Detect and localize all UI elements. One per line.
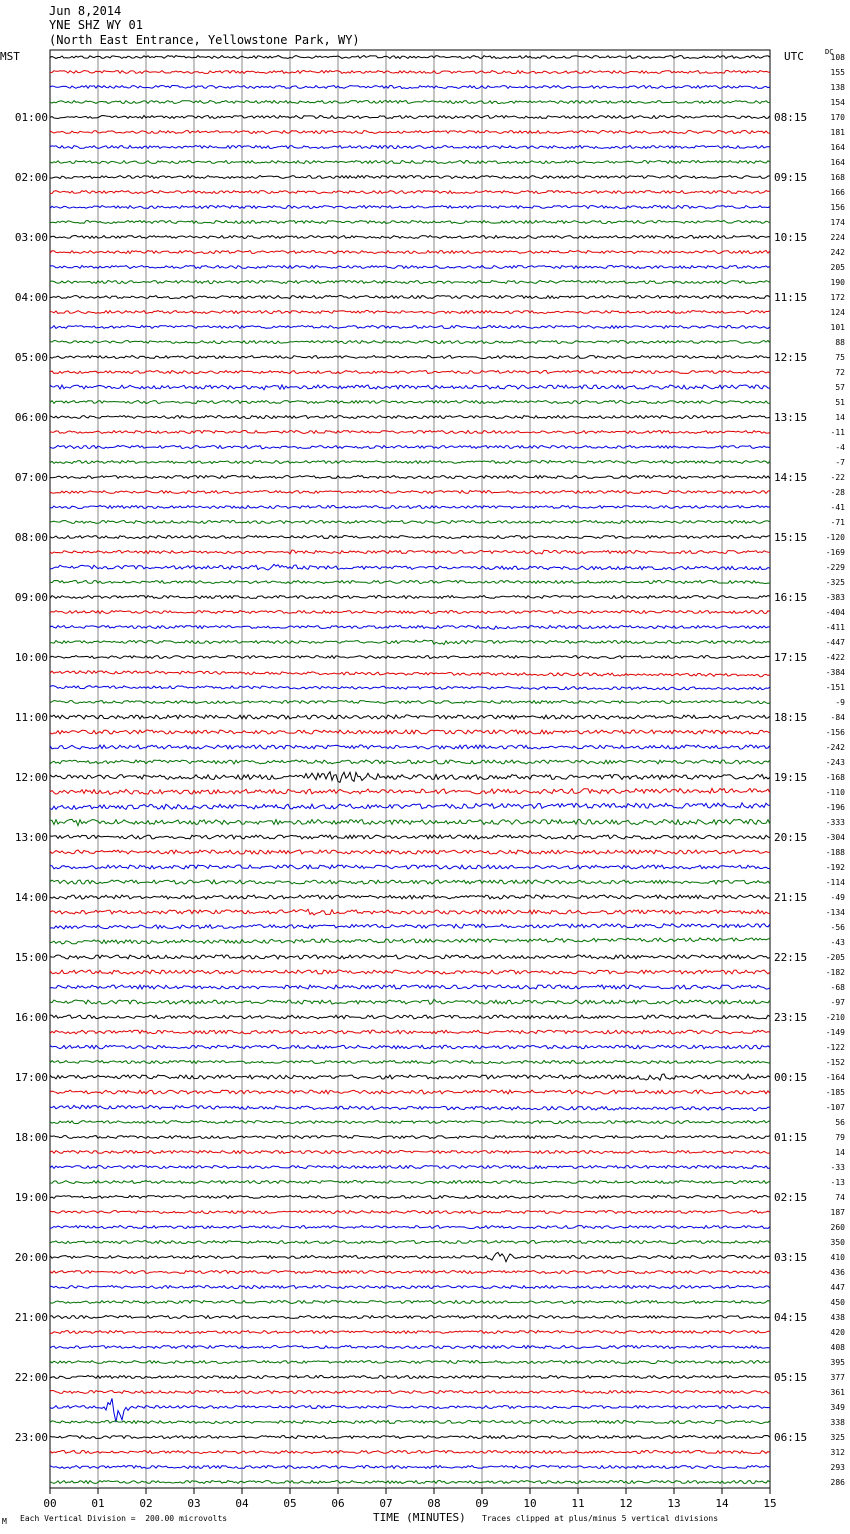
dc-offset-value: -120 [825,533,845,542]
right-hour-label: 10:15 [774,231,808,244]
trace-line [50,803,770,810]
dc-offset-value: 174 [830,218,845,227]
dc-offset-value: -196 [825,803,845,812]
left-hour-label: 09:00 [14,591,48,604]
right-hour-label: 22:15 [774,951,808,964]
trace-line [50,296,770,299]
dc-offset-value: -182 [825,968,845,977]
left-hour-label: 05:00 [14,351,48,364]
dc-offset-value: 224 [830,233,845,242]
trace-line [50,116,770,119]
dc-offset-value: -411 [825,623,845,632]
dc-offset-value: -11 [830,428,845,437]
dc-offset-value: -22 [830,473,845,482]
left-hour-label: 08:00 [14,531,48,544]
dc-offset-value: -404 [825,608,845,617]
trace-line [50,1121,770,1124]
scale-note: Each Vertical Division = 200.00 microvolts [20,1514,228,1523]
dc-offset-label: DC [825,48,834,56]
trace-line [50,1195,770,1198]
x-tick-label: 00 [43,1497,57,1510]
trace-line [50,985,770,989]
trace-line [50,1074,770,1080]
trace-line [50,1271,770,1274]
trace-line [50,131,770,134]
left-hour-label: 01:00 [14,111,48,124]
x-tick-label: 04 [235,1497,249,1510]
trace-line [50,686,770,690]
right-hour-label: 13:15 [774,411,808,424]
trace-line [50,1286,770,1289]
dc-offset-value: -192 [825,863,845,872]
trace-line [50,1226,770,1229]
left-hour-label: 06:00 [14,411,48,424]
trace-line [50,1030,770,1034]
left-hour-label: 11:00 [14,711,48,724]
trace-line [50,1398,770,1422]
left-hour-label: 02:00 [14,171,48,184]
left-hour-label: 16:00 [14,1011,48,1024]
trace-line [50,835,770,839]
trace-line [50,1301,770,1304]
trace-line [50,760,770,764]
dc-offset-value: 74 [835,1193,845,1202]
trace-line [50,671,770,677]
dc-offset-value: -68 [830,983,845,992]
right-hour-label: 21:15 [774,891,808,904]
trace-line [50,611,770,614]
dc-offset-value: 395 [830,1358,845,1367]
right-hour-label: 16:15 [774,591,808,604]
trace-line [50,1376,770,1379]
right-hour-label: 15:15 [774,531,808,544]
dc-offset-value: 101 [830,323,845,332]
trace-line [50,56,770,59]
x-tick-label: 15 [763,1497,777,1510]
dc-offset-value: -33 [830,1163,845,1172]
trace-line [50,1045,770,1049]
trace-line [50,356,770,359]
dc-offset-value: 350 [830,1238,845,1247]
right-hour-label: 20:15 [774,831,808,844]
dc-offset-value: -152 [825,1058,845,1067]
dc-offset-value: 325 [830,1433,845,1442]
dc-offset-value: 450 [830,1298,845,1307]
dc-offset-value: 57 [835,383,845,392]
right-hour-label: 08:15 [774,111,808,124]
dc-offset-value: -325 [825,578,845,587]
x-axis-title: TIME (MINUTES) [373,1511,466,1524]
trace-line [50,461,770,464]
dc-offset-value: 170 [830,113,845,122]
dc-offset-value: -49 [830,893,845,902]
dc-offset-value: 420 [830,1328,845,1337]
right-hour-label: 14:15 [774,471,808,484]
left-hour-label: 19:00 [14,1191,48,1204]
right-hour-label: 01:15 [774,1131,808,1144]
dc-offset-value: 190 [830,278,845,287]
left-hour-label: 15:00 [14,951,48,964]
left-hour-label: 04:00 [14,291,48,304]
trace-line [50,176,770,179]
trace-line [50,326,770,329]
left-hour-label: 12:00 [14,771,48,784]
dc-offset-value: 181 [830,128,845,137]
trace-line [50,71,770,74]
right-hour-label: 02:15 [774,1191,808,1204]
left-hour-label: 22:00 [14,1371,48,1384]
dc-offset-value: 124 [830,308,845,317]
trace-line [50,1466,770,1469]
trace-line [50,251,770,254]
trace-line [50,626,770,630]
dc-offset-value: 205 [830,263,845,272]
trace-line [50,640,770,644]
trace-line [50,999,770,1004]
dc-offset-value: -304 [825,833,845,842]
dc-offset-value: 338 [830,1418,845,1427]
x-tick-label: 02 [139,1497,153,1510]
trace-line [50,191,770,194]
dc-offset-value: -164 [825,1073,845,1082]
dc-offset-value: -4 [835,443,845,452]
trace-line [50,341,770,344]
trace-line [50,1061,770,1064]
dc-offset-value: 56 [835,1118,845,1127]
trace-line [50,596,770,599]
dc-offset-value: -84 [830,713,845,722]
trace-line [50,581,770,584]
left-hour-label: 07:00 [14,471,48,484]
x-tick-label: 01 [91,1497,105,1510]
trace-line [50,101,770,104]
trace-line [50,446,770,449]
trace-line [50,521,770,524]
trace-line [50,895,770,899]
trace-line [50,221,770,224]
dc-offset-value: 286 [830,1478,845,1487]
dc-offset-value: 164 [830,143,845,152]
dc-offset-value: -71 [830,518,845,527]
dc-offset-value: -122 [825,1043,845,1052]
trace-line [50,311,770,314]
trace-line [50,656,770,659]
dc-offset-value: -114 [825,878,845,887]
dc-offset-value: 293 [830,1463,845,1472]
trace-line [50,1136,770,1139]
trace-line [50,1241,770,1244]
trace-line [50,909,770,915]
right-hour-label: 19:15 [774,771,808,784]
trace-line [50,1015,770,1019]
left-timezone-label: MST [0,50,20,63]
dc-offset-value: -169 [825,548,845,557]
trace-line [50,564,770,570]
dc-offset-value: -243 [825,758,845,767]
x-tick-label: 06 [331,1497,345,1510]
clip-note: Traces clipped at plus/minus 5 vertical divisions [482,1514,719,1523]
dc-offset-value: -447 [825,638,845,647]
trace-line [50,701,770,704]
dc-offset-value: 156 [830,203,845,212]
dc-offset-value: 361 [830,1388,845,1397]
trace-line [50,715,770,719]
dc-offset-value: -188 [825,848,845,857]
trace-line [50,745,770,749]
x-tick-label: 05 [283,1497,297,1510]
left-hour-label: 20:00 [14,1251,48,1264]
x-tick-label: 10 [523,1497,537,1510]
right-hour-label: 09:15 [774,171,808,184]
left-hour-label: 18:00 [14,1131,48,1144]
x-tick-label: 12 [619,1497,633,1510]
dc-offset-value: -97 [830,998,845,1007]
trace-line [50,788,770,794]
trace-line [50,1436,770,1439]
dc-offset-value: 349 [830,1403,845,1412]
trace-line [50,865,770,869]
dc-offset-value: -43 [830,938,845,947]
record-date: Jun 8,2014 [49,4,122,18]
trace-line [50,206,770,209]
dc-offset-value: -9 [835,698,845,707]
dc-offset-value: -134 [825,908,845,917]
trace-line [50,1346,770,1349]
dc-offset-value: 408 [830,1343,845,1352]
right-hour-label: 11:15 [774,291,808,304]
dc-offset-value: -107 [825,1103,845,1112]
dc-offset-value: 88 [835,338,845,347]
trace-line [50,86,770,89]
trace-line [50,819,770,825]
dc-offset-value: -229 [825,563,845,572]
dc-offset-value: -41 [830,503,845,512]
trace-line [50,850,770,854]
left-hour-label: 14:00 [14,891,48,904]
dc-offset-value: 51 [835,398,845,407]
dc-offset-value: 242 [830,248,845,257]
dc-offset-value: -13 [830,1178,845,1187]
left-hour-label: 23:00 [14,1431,48,1444]
right-timezone-label: UTC [784,50,804,63]
trace-line [50,266,770,269]
right-hour-label: 23:15 [774,1011,808,1024]
logo-mark: M [2,1517,7,1526]
dc-offset-value: 154 [830,98,845,107]
trace-line [50,880,770,884]
right-hour-label: 17:15 [774,651,808,664]
trace-line [50,401,770,404]
dc-offset-value: 377 [830,1373,845,1382]
x-tick-label: 07 [379,1497,393,1510]
left-hour-label: 21:00 [14,1311,48,1324]
dc-offset-value: -210 [825,1013,845,1022]
x-tick-label: 08 [427,1497,441,1510]
dc-offset-value: -205 [825,953,845,962]
dc-offset-value: 260 [830,1223,845,1232]
dc-offset-value: 108 [830,53,845,62]
trace-line [50,281,770,284]
dc-offset-value: -149 [825,1028,845,1037]
right-hour-label: 05:15 [774,1371,808,1384]
left-hour-label: 17:00 [14,1071,48,1084]
dc-offset-value: 79 [835,1133,845,1142]
dc-offset-value: 14 [835,413,845,422]
trace-line [50,431,770,434]
dc-offset-value: 14 [835,1148,845,1157]
trace-line [50,146,770,149]
trace-line [50,236,770,239]
trace-line [50,955,770,959]
trace-line [50,730,770,734]
trace-line [50,1105,770,1110]
trace-line [50,970,770,974]
dc-offset-value: -384 [825,668,845,677]
right-hour-label: 03:15 [774,1251,808,1264]
trace-line [50,924,770,929]
right-hour-label: 04:15 [774,1311,808,1324]
trace-line [50,491,770,494]
dc-offset-value: 187 [830,1208,845,1217]
dc-offset-value: 438 [830,1313,845,1322]
dc-offset-value: 168 [830,173,845,182]
dc-offset-value: -156 [825,728,845,737]
trace-line [50,772,770,783]
dc-offset-value: -110 [825,788,845,797]
trace-line [50,1211,770,1214]
x-tick-label: 09 [475,1497,489,1510]
dc-offset-value: -28 [830,488,845,497]
right-hour-label: 18:15 [774,711,808,724]
trace-line [50,1166,770,1169]
dc-offset-value: 166 [830,188,845,197]
station-location: (North East Entrance, Yellowstone Park, WY) [49,33,360,47]
trace-line [50,1361,770,1364]
dc-offset-value: 155 [830,68,845,77]
trace-line [50,1316,770,1319]
trace-line [50,1181,770,1184]
dc-offset-value: 447 [830,1283,845,1292]
trace-line [50,161,770,164]
x-tick-label: 03 [187,1497,201,1510]
dc-offset-value: -168 [825,773,845,782]
left-hour-label: 03:00 [14,231,48,244]
trace-line [50,1252,770,1261]
dc-offset-value: 138 [830,83,845,92]
right-hour-label: 00:15 [774,1071,808,1084]
trace-line [50,506,770,509]
right-hour-label: 12:15 [774,351,808,364]
left-hour-label: 10:00 [14,651,48,664]
dc-offset-value: 312 [830,1448,845,1457]
x-tick-label: 13 [667,1497,681,1510]
dc-offset-value: 410 [830,1253,845,1262]
trace-line [50,371,770,374]
dc-offset-value: -383 [825,593,845,602]
left-hour-label: 13:00 [14,831,48,844]
trace-line [50,938,770,944]
dc-offset-value: -333 [825,818,845,827]
x-tick-label: 14 [715,1497,729,1510]
dc-offset-value: -422 [825,653,845,662]
dc-offset-value: -7 [835,458,845,467]
dc-offset-value: 172 [830,293,845,302]
trace-line [50,1391,770,1394]
dc-offset-value: -242 [825,743,845,752]
dc-offset-value: 72 [835,368,845,377]
trace-line [50,1421,770,1424]
trace-line [50,476,770,479]
x-tick-label: 11 [571,1497,585,1510]
dc-offset-value: 75 [835,353,845,362]
dc-offset-value: 164 [830,158,845,167]
trace-line [50,385,770,390]
trace-line [50,1151,770,1154]
right-hour-label: 06:15 [774,1431,808,1444]
trace-line [50,1331,770,1334]
dc-offset-value: -56 [830,923,845,932]
trace-line [50,1451,770,1454]
dc-offset-value: -185 [825,1088,845,1097]
trace-line [50,536,770,539]
trace-line [50,550,770,554]
trace-line [50,416,770,419]
dc-offset-value: 436 [830,1268,845,1277]
dc-offset-value: -151 [825,683,845,692]
trace-line [50,1481,770,1484]
station-code: YNE SHZ WY 01 [49,18,143,32]
trace-line [50,1090,770,1094]
